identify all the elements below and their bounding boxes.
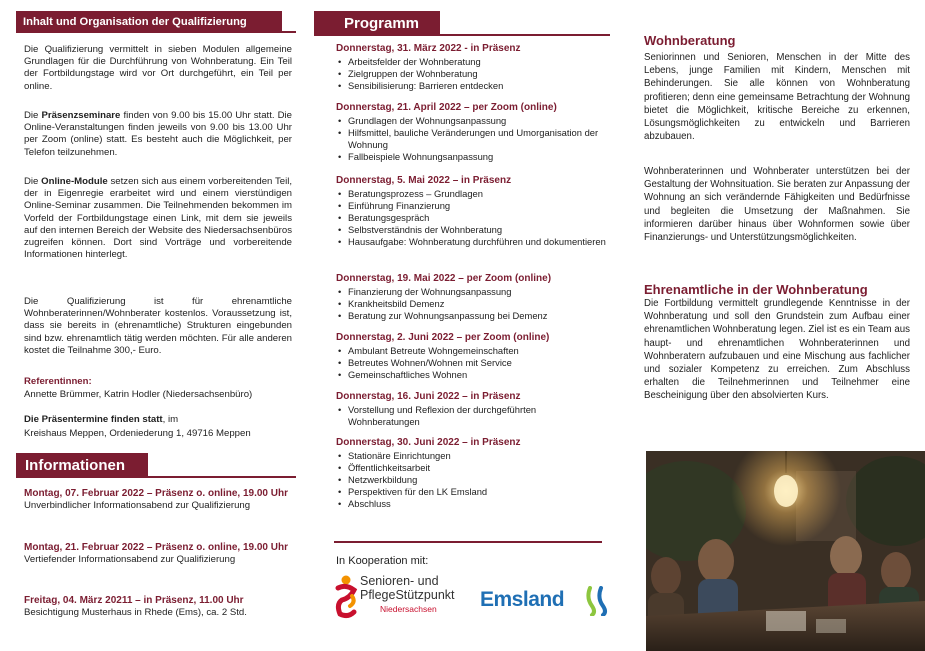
section-header-programm: Programm	[314, 11, 440, 36]
session	[336, 43, 606, 92]
topic-item: • Krankheitsbild Demenz	[336, 298, 606, 310]
topic-item: • Abschluss	[336, 498, 606, 510]
bold-text: Online-Module	[41, 176, 108, 187]
topic-item: • Öffentlichkeitsarbeit	[336, 462, 606, 474]
heading-ehrenamtliche: Ehrenamtliche in der Wohnberatung	[644, 282, 868, 297]
info-entry	[24, 542, 296, 567]
topic-item: • Hilfsmittel, bauliche Veränderungen und Umorganisation der Wohnung	[336, 127, 606, 151]
topic-item: • Betreutes Wohnen/Wohnen mit Service	[336, 357, 606, 369]
info-entry	[24, 488, 296, 513]
divider	[334, 541, 602, 543]
info-entry	[24, 595, 274, 620]
text: Die	[24, 176, 42, 187]
topic-item: • Stationäre Einrichtungen	[336, 450, 606, 462]
section-header-organisation: Inhalt und Organisation der Qualifizierung	[16, 11, 282, 33]
topic-item: • Beratung zur Wohnungsanpassung bei Demenz	[336, 310, 606, 322]
info-date: Montag, 07. Februar 2022 – Präsenz o. online, 19.00 Uhr	[24, 488, 288, 499]
topic-item: • Fallbeispiele Wohnungsanpassung	[336, 151, 606, 163]
session-date: Donnerstag, 19. Mai 2022 – per Zoom (online)	[336, 273, 552, 284]
topic-item: • Arbeitsfelder der Wohnberatung	[336, 56, 606, 68]
session-date: Donnerstag, 30. Juni 2022 – in Präsenz	[336, 437, 521, 448]
meeting-photo	[646, 451, 925, 651]
venue-line	[24, 414, 292, 426]
logo-text: Emsland	[480, 588, 565, 611]
venue-address: Kreishaus Meppen, Ordeniederung 1, 49716 Meppen	[24, 428, 251, 439]
session-date: Donnerstag, 16. Juni 2022 – in Präsenz	[336, 391, 521, 402]
seniorenstuetzpunkt-logo	[332, 572, 472, 626]
paragraph-wohnberater: Wohnberaterinnen und Wohnberater unterstützen bei der Gestaltung der Wohnsituation. Sie beraten zur Anpassung der Wohnung an sich verändernde Fähigkeiten und Bedürfnisse und begleiten die Umsetzung der Maßnahmen. Sie informieren darüber hinaus über Wohnformen sowie über Finanzierungs- und Unterstützungsmöglichkeiten.	[644, 166, 910, 244]
text: setzen sich aus einem vorbereitenden Teil, der in Eigenregie erarbeitet wird und einem vierstündigen Online-Seminar zusammen. Die Teilnehmenden bekommen im Vorfeld der Fortbildungstage einen Link, mit dem sie jeweils auf den internen Bereich der Website des Niedersachsenbüros zugreifen können. Dort sind Vorträge und vorbereitende Informationen hinterlegt.	[24, 176, 293, 261]
logo-text: Niedersachsen	[380, 604, 437, 614]
topic-item: • Hausaufgabe: Wohnberatung durchführen und dokumentieren	[336, 236, 606, 248]
text: Die	[24, 110, 42, 121]
topic-item: • Gemeinschaftliches Wohnen	[336, 369, 606, 381]
header-rule	[148, 476, 296, 478]
session-topics	[336, 56, 606, 93]
session	[336, 391, 606, 428]
info-date: Montag, 21. Februar 2022 – Präsenz o. online, 19.00 Uhr	[24, 542, 288, 553]
meeting-photo-illustration	[646, 451, 925, 651]
paragraph-fortbildung: Die Fortbildung vermittelt grundlegende Kenntnisse in der Wohnberatung und soll den Grundstein zum Aufbau einer ehrenamtlichen Wohnberatung legen. Ziel ist es ein Team aus haupt- und ehrenamtlichen Wohnberaterinnen und Wohnberatern aufzubauen und eine Mischung aus fachlicher und sozialer Kompetenz zu erreichen. Zum Abschluss erhalten die Teilnehmerinnen und Teilnehmer eine Bescheinigung über den absolvierten Kurs.	[644, 298, 910, 402]
topic-item: • Netzwerkbildung	[336, 474, 606, 486]
session-date: Donnerstag, 5. Mai 2022 – in Präsenz	[336, 175, 512, 186]
section-header-informationen: Informationen	[16, 453, 148, 478]
topic-item: • Vorstellung und Reflexion der durchgeführten Wohnberatungen	[336, 404, 606, 428]
column-organisation	[0, 0, 298, 651]
referentinnen-names: Annette Brümmer, Katrin Hodler (Niedersachsenbüro)	[24, 389, 253, 400]
bold-text: Die Präsentermine finden statt	[24, 414, 163, 425]
session-topics	[336, 188, 606, 249]
info-description: Besichtigung Musterhaus in Rhede (Ems), ca. 2 Std.	[24, 607, 247, 619]
session-date: Donnerstag, 2. Juni 2022 – per Zoom (online)	[336, 332, 550, 343]
logo-text: PflegeStützpunkt	[360, 588, 455, 602]
session-topics	[336, 115, 606, 164]
info-description: Unverbindlicher Informationsabend zur Qualifizierung	[24, 500, 251, 512]
session-topics	[336, 404, 606, 428]
column-programm	[312, 0, 612, 651]
topic-item: • Einführung Finanzierung	[336, 200, 606, 212]
text: finden von 9.00 bis 15.00 Uhr statt. Die Online-Veranstaltungen finden jeweils von 9.00 bis 13.00 Uhr per Zoom (online) statt. Es besteht auch die Möglichkeit, per Telefon teilzunehmen.	[24, 110, 292, 158]
topic-item: • Perspektiven für den LK Emsland	[336, 486, 606, 498]
paragraph-wohnberatung: Seniorinnen und Senioren, Menschen in der Mitte des Lebens, junge Familien mit Kindern, Menschen mit Behinderungen. Sie alle können von Wohnberatung profitieren; denn eine gemeinsame Betrachtung der Wohnung bietet die Möglichkeit, kritische Bereiche zu erkennen, Lösungsmöglichkeiten zu entwickeln und Barrieren abzubauen.	[644, 52, 910, 143]
text: , im	[162, 414, 179, 425]
emsland-logo	[480, 582, 608, 622]
info-description: Vertiefender Informationsabend zur Qualifizierung	[24, 554, 236, 566]
session-topics	[336, 450, 606, 511]
topic-item: • Selbstverständnis der Wohnberatung	[336, 224, 606, 236]
header-rule	[440, 34, 610, 36]
cooperation-label: In Kooperation mit:	[336, 555, 429, 567]
topic-item: • Zielgruppen der Wohnberatung	[336, 68, 606, 80]
paragraph-praesenz	[24, 110, 292, 159]
seniorenstuetzpunkt-emblem-icon	[332, 574, 360, 620]
topic-item: • Finanzierung der Wohnungsanpassung	[336, 286, 606, 298]
session	[336, 332, 606, 381]
logo-text: Senioren- und	[360, 574, 439, 588]
topic-item: • Ambulant Betreute Wohngemeinschaften	[336, 345, 606, 357]
session-topics	[336, 286, 606, 323]
session-date: Donnerstag, 31. März 2022 - in Präsenz	[336, 43, 521, 54]
topic-item: • Sensibilisierung: Barrieren entdecken	[336, 80, 606, 92]
session	[336, 102, 606, 163]
session-topics	[336, 345, 606, 382]
session-date: Donnerstag, 21. April 2022 – per Zoom (online)	[336, 102, 557, 113]
bold-text: Präsenzseminare	[41, 110, 121, 121]
referentinnen-label: Referentinnen:	[24, 376, 92, 387]
session	[336, 273, 606, 322]
paragraph-online-module	[24, 176, 292, 261]
topic-item: • Beratungsgespräch	[336, 212, 606, 224]
session	[336, 175, 606, 249]
info-date: Freitag, 04. März 20211 – in Präsenz, 11.00 Uhr	[24, 595, 244, 606]
heading-wohnberatung: Wohnberatung	[644, 33, 736, 48]
emsland-wave-icon	[586, 586, 608, 616]
session	[336, 437, 606, 511]
topic-item: • Grundlagen der Wohnungsanpassung	[336, 115, 606, 127]
paragraph-intro: Die Qualifizierung vermittelt in sieben Modulen allgemeine Grundlagen für die Durchführung von Wohnberatung. Ein Teil der Fortbildungstage wird vor Ort durchgeführt, ein Teil per online.	[24, 44, 292, 92]
topic-item: • Beratungsprozess – Grundlagen	[336, 188, 606, 200]
paragraph-kosten: Die Qualifizierung ist für ehrenamtliche Wohnberaterinnen/Wohnberater kostenlos. Voraussetzung ist, dass sie bereits in (ehrenamtliche) Strukturen eingebunden sind bzw. ehrenamtlich tätig werden möchten. Für alle anderen kostet die Teilnahme 300,- Euro.	[24, 296, 292, 356]
header-rule	[282, 31, 296, 33]
